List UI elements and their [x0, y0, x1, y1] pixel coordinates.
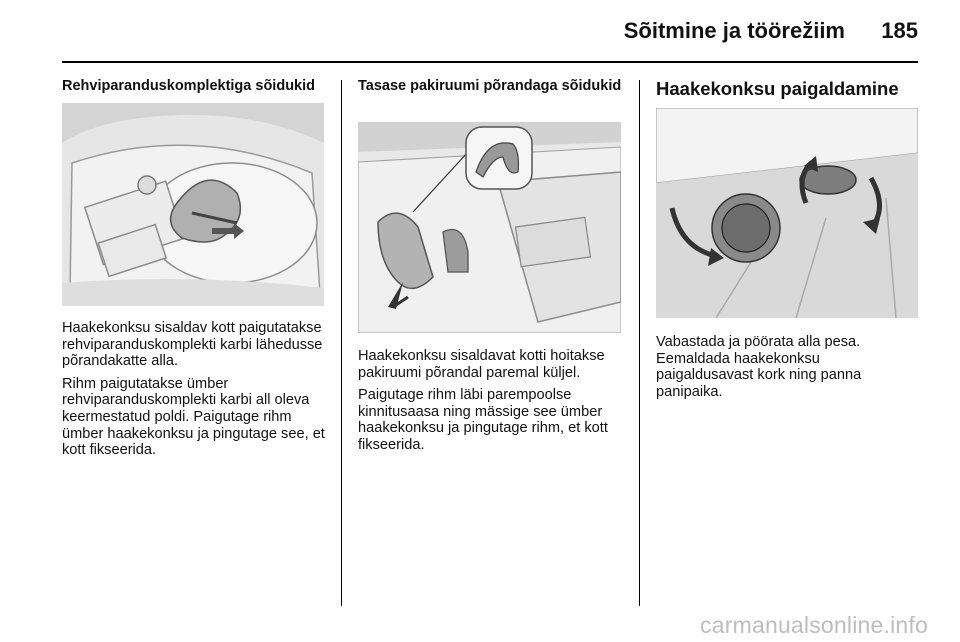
header-rule: [62, 61, 918, 63]
column-tire-repair-kit: [62, 78, 327, 95]
paragraph: Vabastada ja pöörata alla pesa. Eemaldada haakekonksu paigaldusavast kork ning panna panipaika.: [656, 334, 862, 400]
trunk-tire-kit-illustration: [62, 103, 324, 306]
column-divider-1: [341, 80, 342, 606]
watermark: carmanualsonline.info: [700, 612, 928, 638]
section-heading: Tasase pakiruumi põrandaga sõidukid: [358, 78, 622, 94]
column-1-body: [62, 320, 332, 465]
header-title: Sõitmine ja töörežiim: [623, 18, 845, 43]
socket-cover-removal-illustration: [656, 108, 918, 318]
page-number: 185: [881, 18, 918, 43]
column-flat-floor: [358, 78, 626, 95]
column-3-body: [656, 334, 921, 406]
flat-trunk-floor-illustration: [358, 122, 621, 333]
section-heading: Haakekonksu paigaldamine: [656, 78, 899, 99]
paragraph: Rihm paigutatakse ümber rehviparanduskomplekti karbi all oleva keermestatud poldi. Paigutage rihm ümber haakekonksu ja pingutage see, et kott fikseerida.: [62, 375, 325, 459]
paragraph: Haakekonksu sisaldav kott paigutatakse rehviparanduskomplekti karbi lähedusse põrandakatte alla.: [62, 320, 323, 370]
column-install-hook: [656, 78, 921, 100]
section-heading: Rehviparanduskomplektiga sõidukid: [62, 78, 315, 94]
paragraph: Paigutage rihm läbi parempoolse kinnitusaasa ning mässige see ümber haakekonksu ja pingutage rihm, et kott fikseerida.: [358, 387, 608, 453]
column-2-body: [358, 348, 628, 460]
column-divider-2: [639, 80, 640, 606]
paragraph: Haakekonksu sisaldavat kotti hoitakse pakiruumi põrandal paremal küljel.: [358, 348, 605, 381]
